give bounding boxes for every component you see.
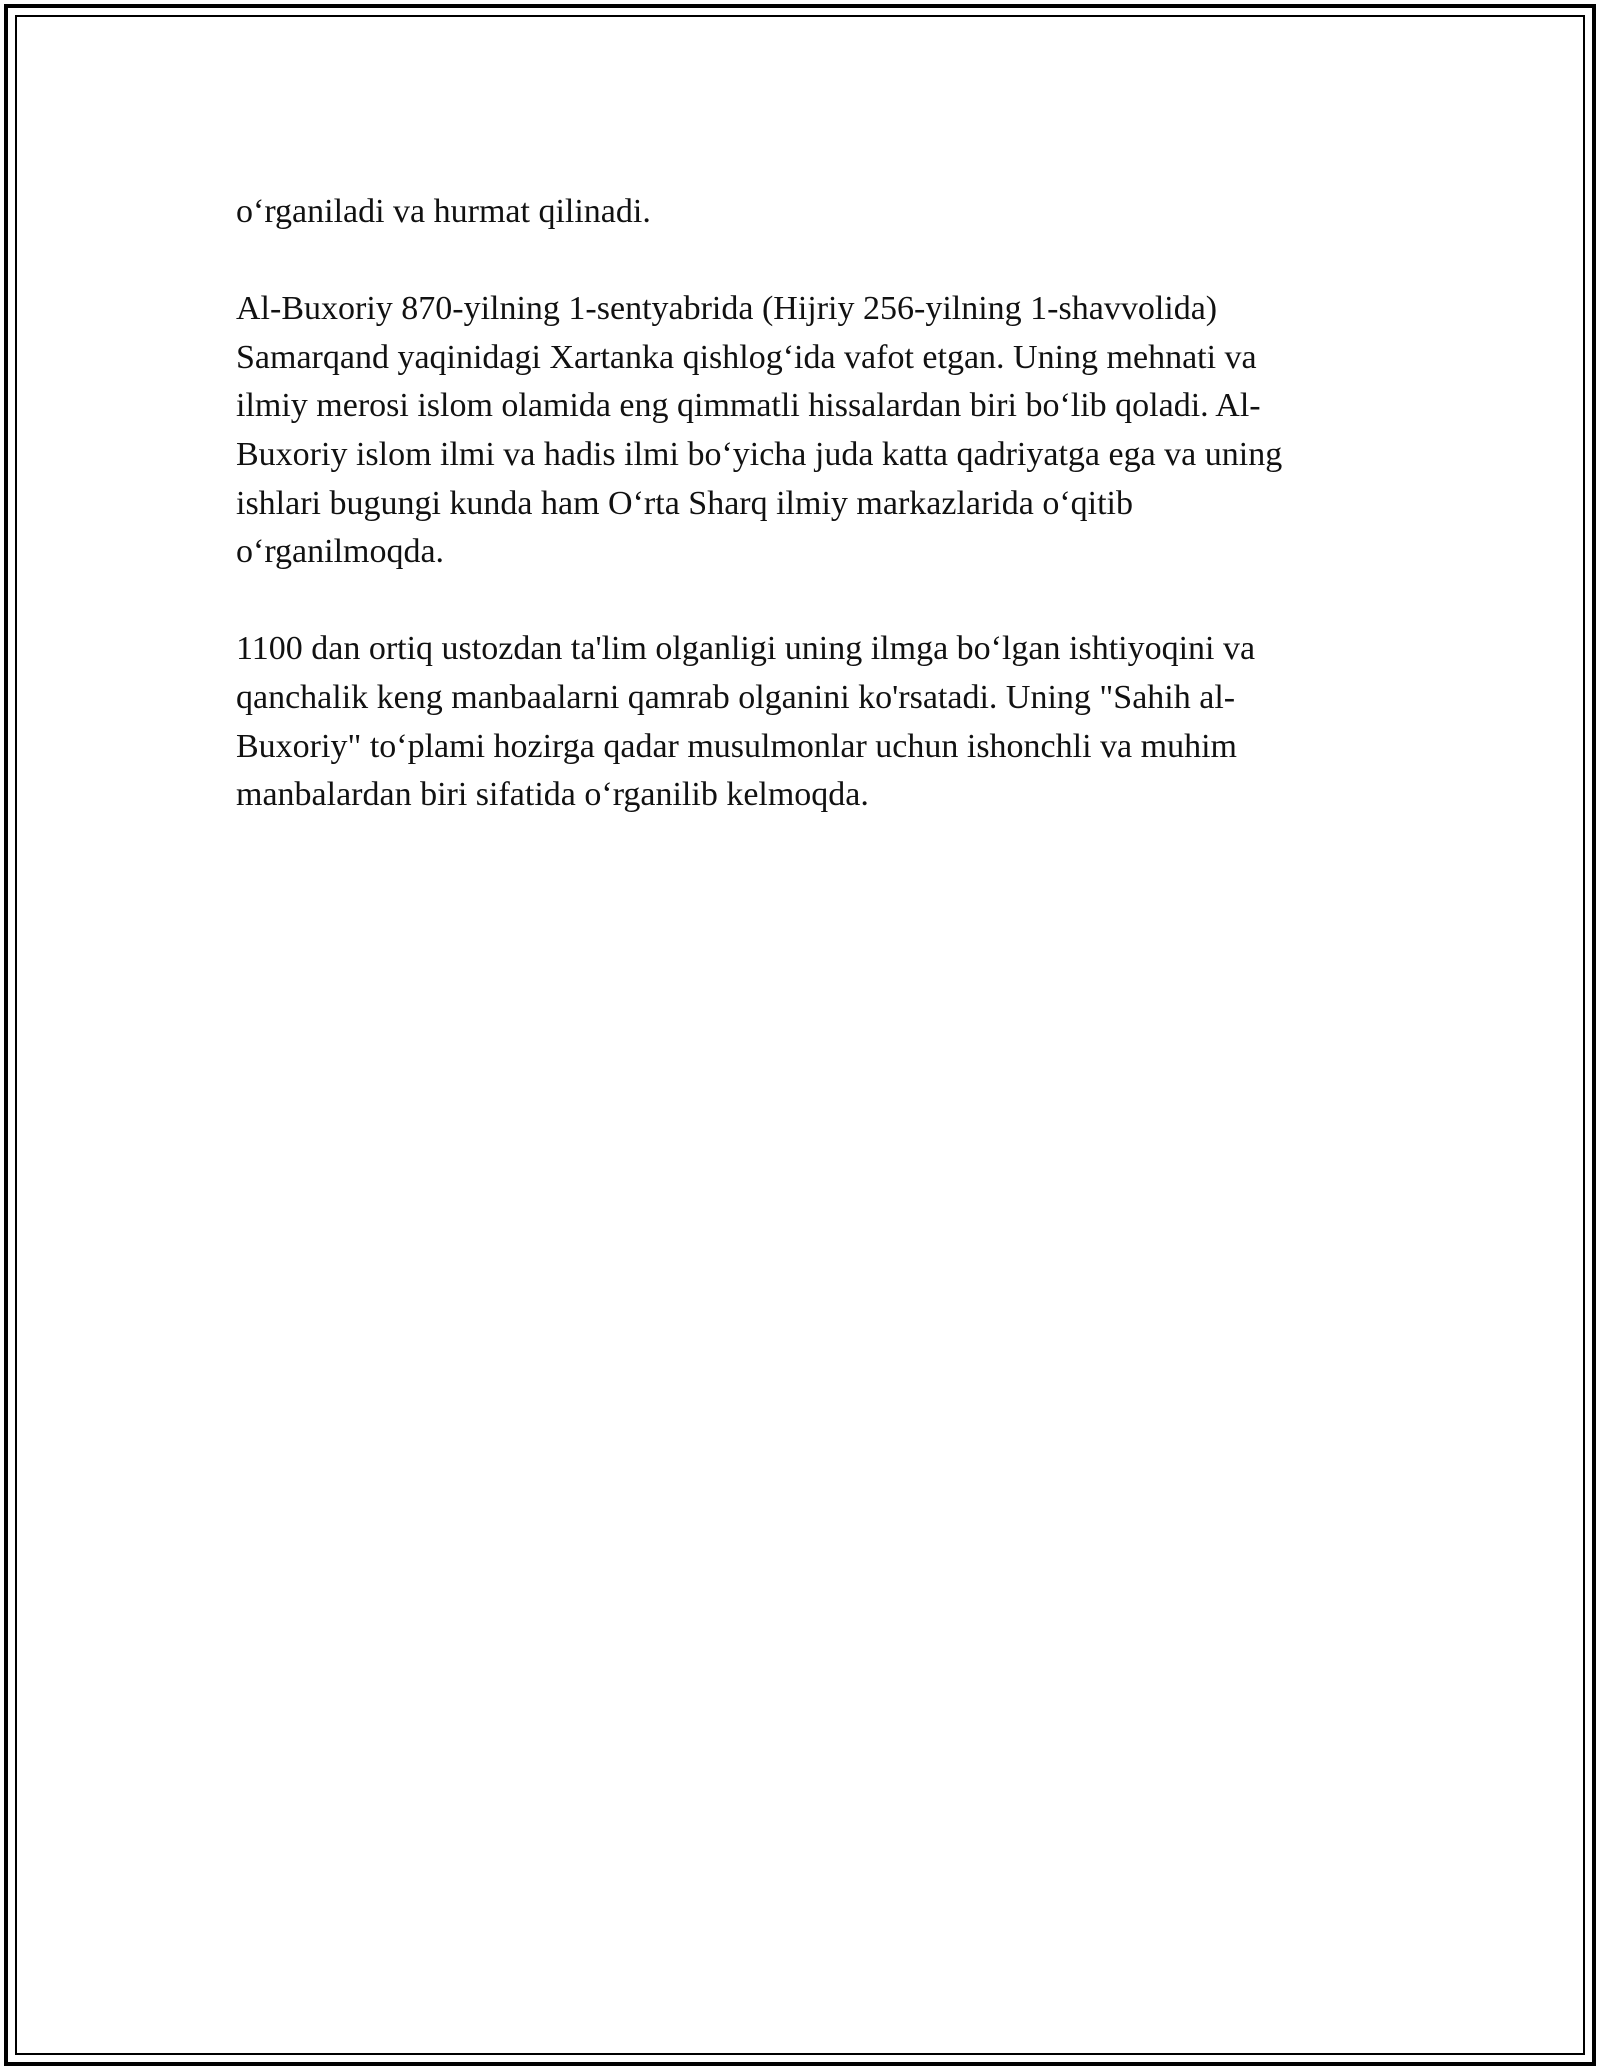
paragraph-3: 1100 dan ortiq ustozdan ta'lim olganligi uning ilmga bo‘lgan ishtiyoqini va qanchalik keng manbaalarni qamrab olganini ko'rsatadi. Uning "Sahih al- Buxoriy" to‘plami hozirga qadar musulmonlar uchun ishonchli va muhim manbalardan biri sifatida o‘rganilib kelmoqda.	[236, 630, 1256, 814]
paragraph-1: o‘rganiladi va hurmat qilinadi.	[236, 193, 651, 230]
page-content	[236, 188, 1386, 868]
paragraph-2: Al-Buxoriy 870-yilning 1-sentyabrida (Hijriy 256-yilning 1-shavvolida) Samarqand yaqinidagi Xartanka qishlog‘ida vafot etgan. Uning mehnati va ilmiy merosi islom olamida eng qimmatli hissalardan biri bo‘lib qoladi. Al- Buxoriy islom ilmi va hadis ilmi bo‘yicha juda katta qadriyatga ega va uning ishlari bugungi kunda ham O‘rta Sharq ilmiy markazlarida o‘qitib o‘rganilmoqda.	[236, 290, 1283, 571]
